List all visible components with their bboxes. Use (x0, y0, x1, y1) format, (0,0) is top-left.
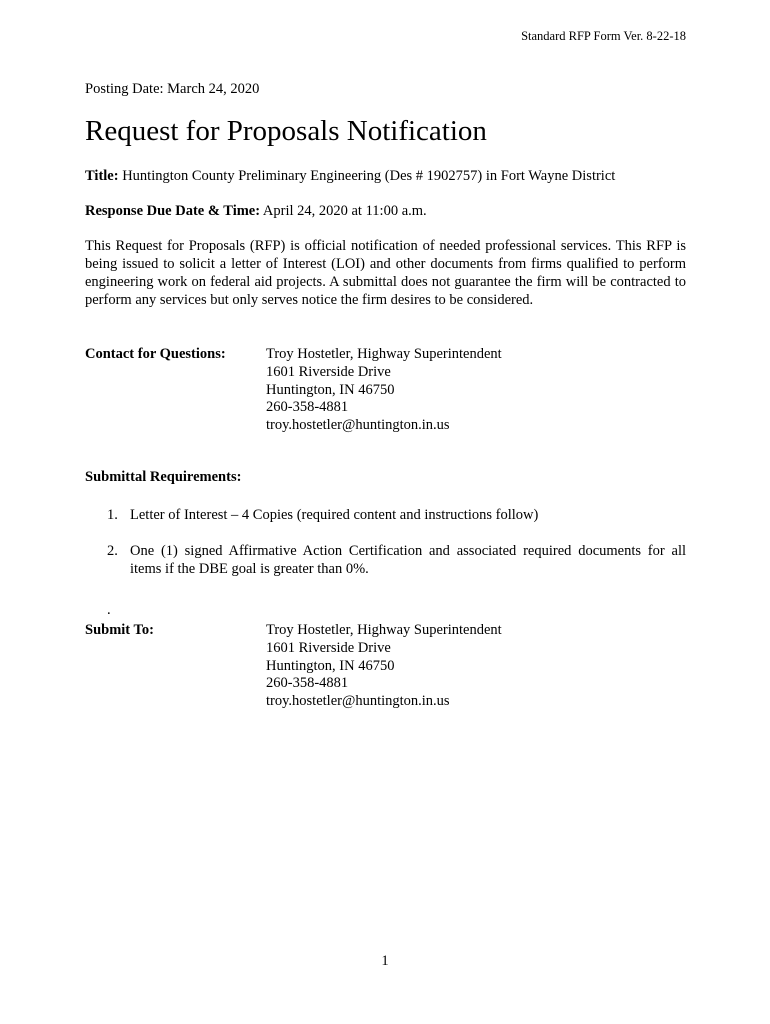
stray-mark: . (107, 602, 111, 618)
submit-to-line: 260-358-4881 (266, 675, 349, 692)
submit-to-line: Huntington, IN 46750 (266, 657, 395, 674)
page-title: Request for Proposals Notification (85, 115, 487, 147)
contact-line: Troy Hostetler, Highway Superintendent (266, 346, 502, 362)
submittal-requirements-heading: Submittal Requirements: (85, 469, 242, 485)
title-line (85, 168, 615, 185)
contact-address-block (266, 346, 502, 435)
contact-email: troy.hostetler@huntington.in.us (266, 417, 450, 434)
title-value: Huntington County Preliminary Engineering (Des # 1902757) in Fort Wayne District (122, 168, 616, 184)
list-item-text: One (1) signed Affirmative Action Certification and associated required documents for all items if the DBE goal is greater than 0%. (130, 543, 686, 577)
submit-to-line: 1601 Riverside Drive (266, 639, 391, 656)
contact-line: 260-358-4881 (266, 399, 349, 416)
title-label: Title: (85, 168, 119, 184)
submit-to-line: Troy Hostetler, Highway Superintendent (266, 622, 502, 638)
form-version-header: Standard RFP Form Ver. 8-22-18 (521, 29, 686, 43)
response-due-value: April 24, 2020 at 11:00 a.m. (262, 203, 427, 219)
page-number: 1 (381, 953, 389, 969)
list-item (107, 506, 686, 524)
contact-label: Contact for Questions: (85, 346, 226, 362)
list-item (107, 542, 686, 578)
response-due-line (85, 203, 427, 220)
submit-to-label: Submit To: (85, 622, 154, 638)
response-due-label: Response Due Date & Time: (85, 203, 261, 219)
contact-line: 1601 Riverside Drive (266, 363, 391, 380)
submit-to-email: troy.hostetler@huntington.in.us (266, 693, 450, 710)
intro-paragraph: This Request for Proposals (RFP) is official notification of needed professional services. This RFP is being issued to solicit a letter of Interest (LOI) and other documents from firms qualified to perform engineering work on federal aid projects. A submittal does not guarantee the firm will be contracted to perform any services but only serves notice the firm desires to be considered. (85, 238, 686, 308)
posting-date: Posting Date: March 24, 2020 (85, 81, 260, 97)
list-item-text: Letter of Interest – 4 Copies (required content and instructions follow) (130, 507, 539, 523)
list-item-number: 2. (107, 543, 118, 559)
contact-line: Huntington, IN 46750 (266, 381, 395, 398)
list-item-number: 1. (107, 507, 118, 523)
submit-to-address-block (266, 622, 502, 711)
